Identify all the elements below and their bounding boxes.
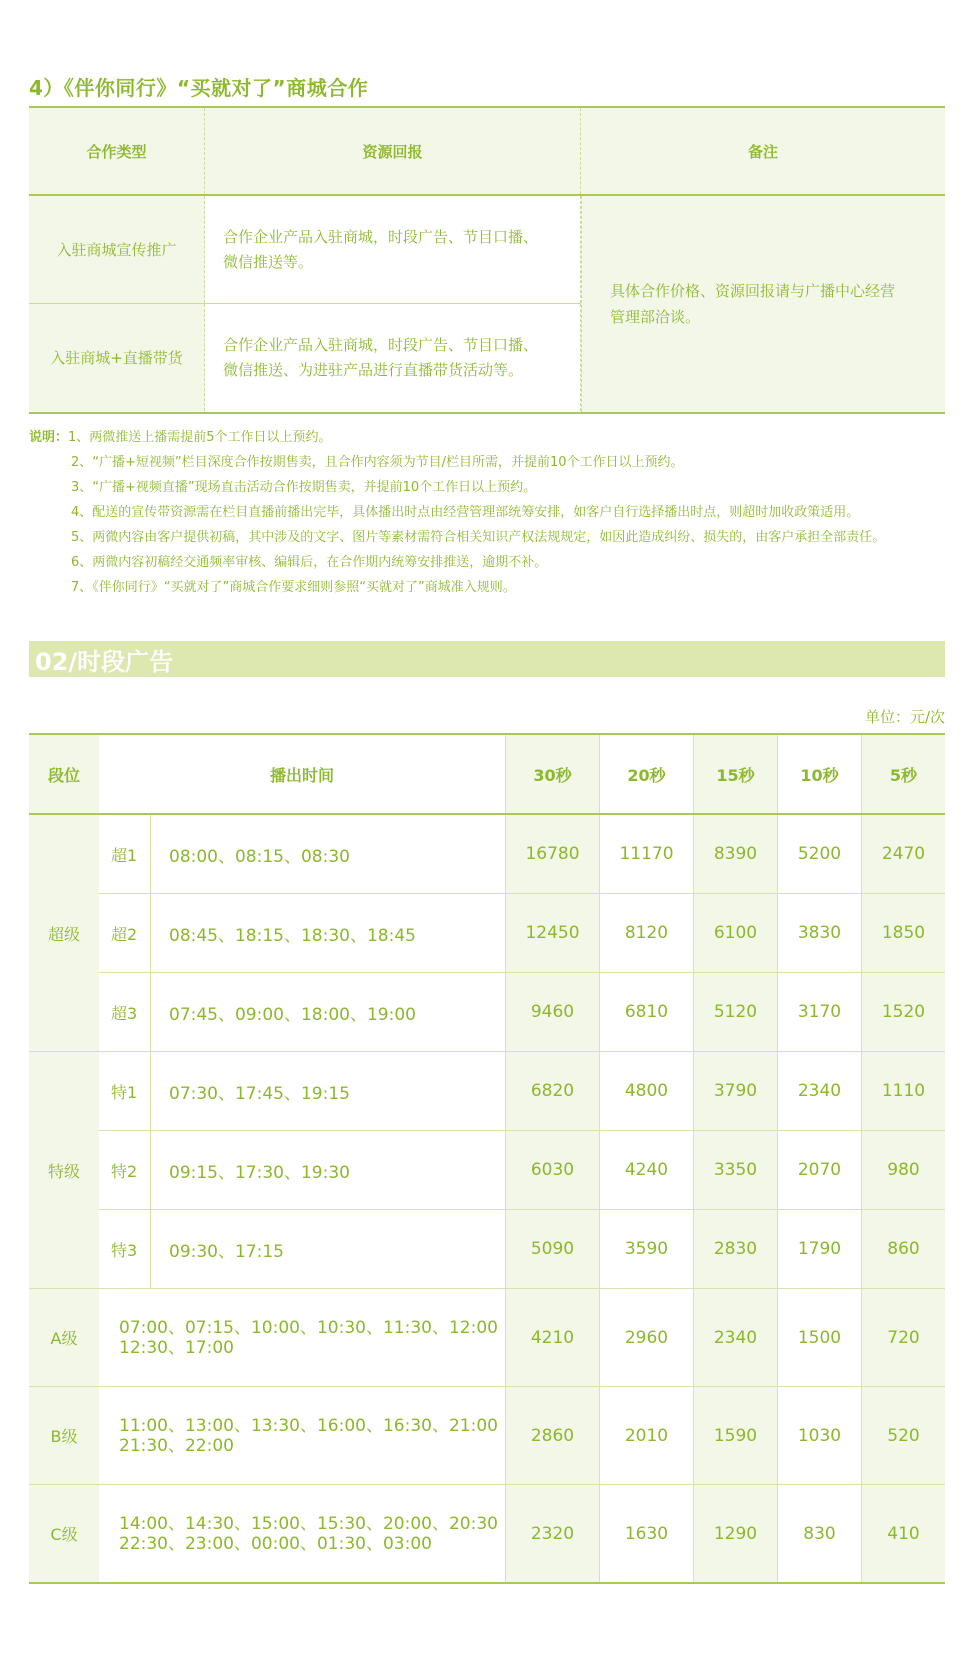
header-20s: 20秒 xyxy=(599,735,693,813)
list-item: 2、“广播+短视频”栏目深度合作按期售卖，且合作内容须为节目/栏目所需，并提前10个工作日以上预约。 xyxy=(71,455,684,470)
table-row xyxy=(29,303,581,411)
notes-list xyxy=(29,425,885,600)
table-row: 超2 08:45、18:15、18:30、18:45 12450 8120 6100 3830 1850 xyxy=(99,893,945,972)
table-row: 特3 09:30、17:15 5090 3590 2830 1790 860 xyxy=(99,1209,945,1288)
header-note: 备注 xyxy=(747,142,778,161)
table-row: 超3 07:45、09:00、18:00、19:00 9460 6810 5120 3170 1520 xyxy=(99,972,945,1051)
section-title-ads: 02/时段广告 xyxy=(35,647,174,676)
group-b xyxy=(29,1387,945,1485)
header-10s: 10秒 xyxy=(777,735,861,813)
ad-price-table xyxy=(29,733,945,1584)
section-band xyxy=(29,641,945,677)
coop-resource: 合作企业产品入驻商城，时段广告、节目口播、 微信推送等。 xyxy=(205,196,581,303)
list-item: 4、配送的宣传带资源需在栏目直播前播出完毕，具体播出时点由经营管理部统筹安排，如客户自行选择播出时点，则超时加收政策适用。 xyxy=(71,505,860,520)
mall-cooperation-table xyxy=(29,106,945,414)
header-5s: 5秒 xyxy=(861,735,945,813)
table-row: 超1 08:00、08:15、08:30 16780 11170 8390 5200 2470 xyxy=(99,815,945,893)
group-label: 特级 xyxy=(29,1052,99,1288)
table-row: 14:00、14:30、15:00、15:30、20:00、20:30 22:30、23:00、00:00、01:30、03:00 2320 1630 1290 830 410 xyxy=(99,1485,945,1582)
list-item: 7、《伴你同行》“买就对了”商城合作要求细则参照“买就对了”商城准入规则。 xyxy=(71,580,516,595)
group-special xyxy=(29,1052,945,1289)
header-time: 播出时间 xyxy=(269,765,334,785)
list-item: 5、两微内容由客户提供初稿，其中涉及的文字、图片等素材需符合相关知识产权法规规定，如因此造成纠纷、损失的，由客户承担全部责任。 xyxy=(71,530,886,545)
group-label: B级 xyxy=(29,1387,99,1484)
table-row: 特1 07:30、17:45、19:15 6820 4800 3790 2340 1110 xyxy=(99,1052,945,1130)
table-header xyxy=(29,108,945,196)
section-title-mall: 4）《伴你同行》“买就对了”商城合作 xyxy=(29,76,369,100)
list-item: 3、“广播+视频直播”现场直击活动合作按期售卖，并提前10个工作日以上预约。 xyxy=(71,480,537,495)
list-item: 6、两微内容初稿经交通频率审核、编辑后，在合作期内统筹安排推送，逾期不补。 xyxy=(71,555,548,570)
group-label: A级 xyxy=(29,1289,99,1386)
table-header xyxy=(29,735,945,815)
group-a xyxy=(29,1289,945,1387)
coop-note: 具体合作价格、资源回报请与广播中心经营 管理部洽谈。 xyxy=(581,196,945,412)
coop-resource: 合作企业产品入驻商城，时段广告、节目口播、 微信推送、为进驻产品进行直播带货活动等。 xyxy=(205,304,581,411)
table-row: 11:00、13:00、13:30、16:00、16:30、21:00 21:30、22:00 2860 2010 1590 1030 520 xyxy=(99,1387,945,1484)
list-item: 说明：1、两微推送上播需提前5个工作日以上预约。 xyxy=(29,430,332,445)
group-c xyxy=(29,1485,945,1582)
table-row xyxy=(29,196,581,303)
table-row: 特2 09:15、17:30、19:30 6030 4240 3350 2070 980 xyxy=(99,1130,945,1209)
group-super xyxy=(29,815,945,1052)
table-row: 07:00、07:15、10:00、10:30、11:30、12:00 12:30、17:00 4210 2960 2340 1500 720 xyxy=(99,1289,945,1386)
header-seg: 段位 xyxy=(29,735,99,813)
header-resource: 资源回报 xyxy=(205,108,581,194)
coop-type: 入驻商城+直播带货 xyxy=(29,304,205,411)
header-15s: 15秒 xyxy=(693,735,777,813)
header-type: 合作类型 xyxy=(29,108,205,194)
group-label: 超级 xyxy=(29,815,99,1051)
group-label: C级 xyxy=(29,1485,99,1582)
unit-label: 单位：元/次 xyxy=(864,708,945,726)
header-30s: 30秒 xyxy=(505,735,599,813)
coop-type: 入驻商城宣传推广 xyxy=(29,196,205,303)
